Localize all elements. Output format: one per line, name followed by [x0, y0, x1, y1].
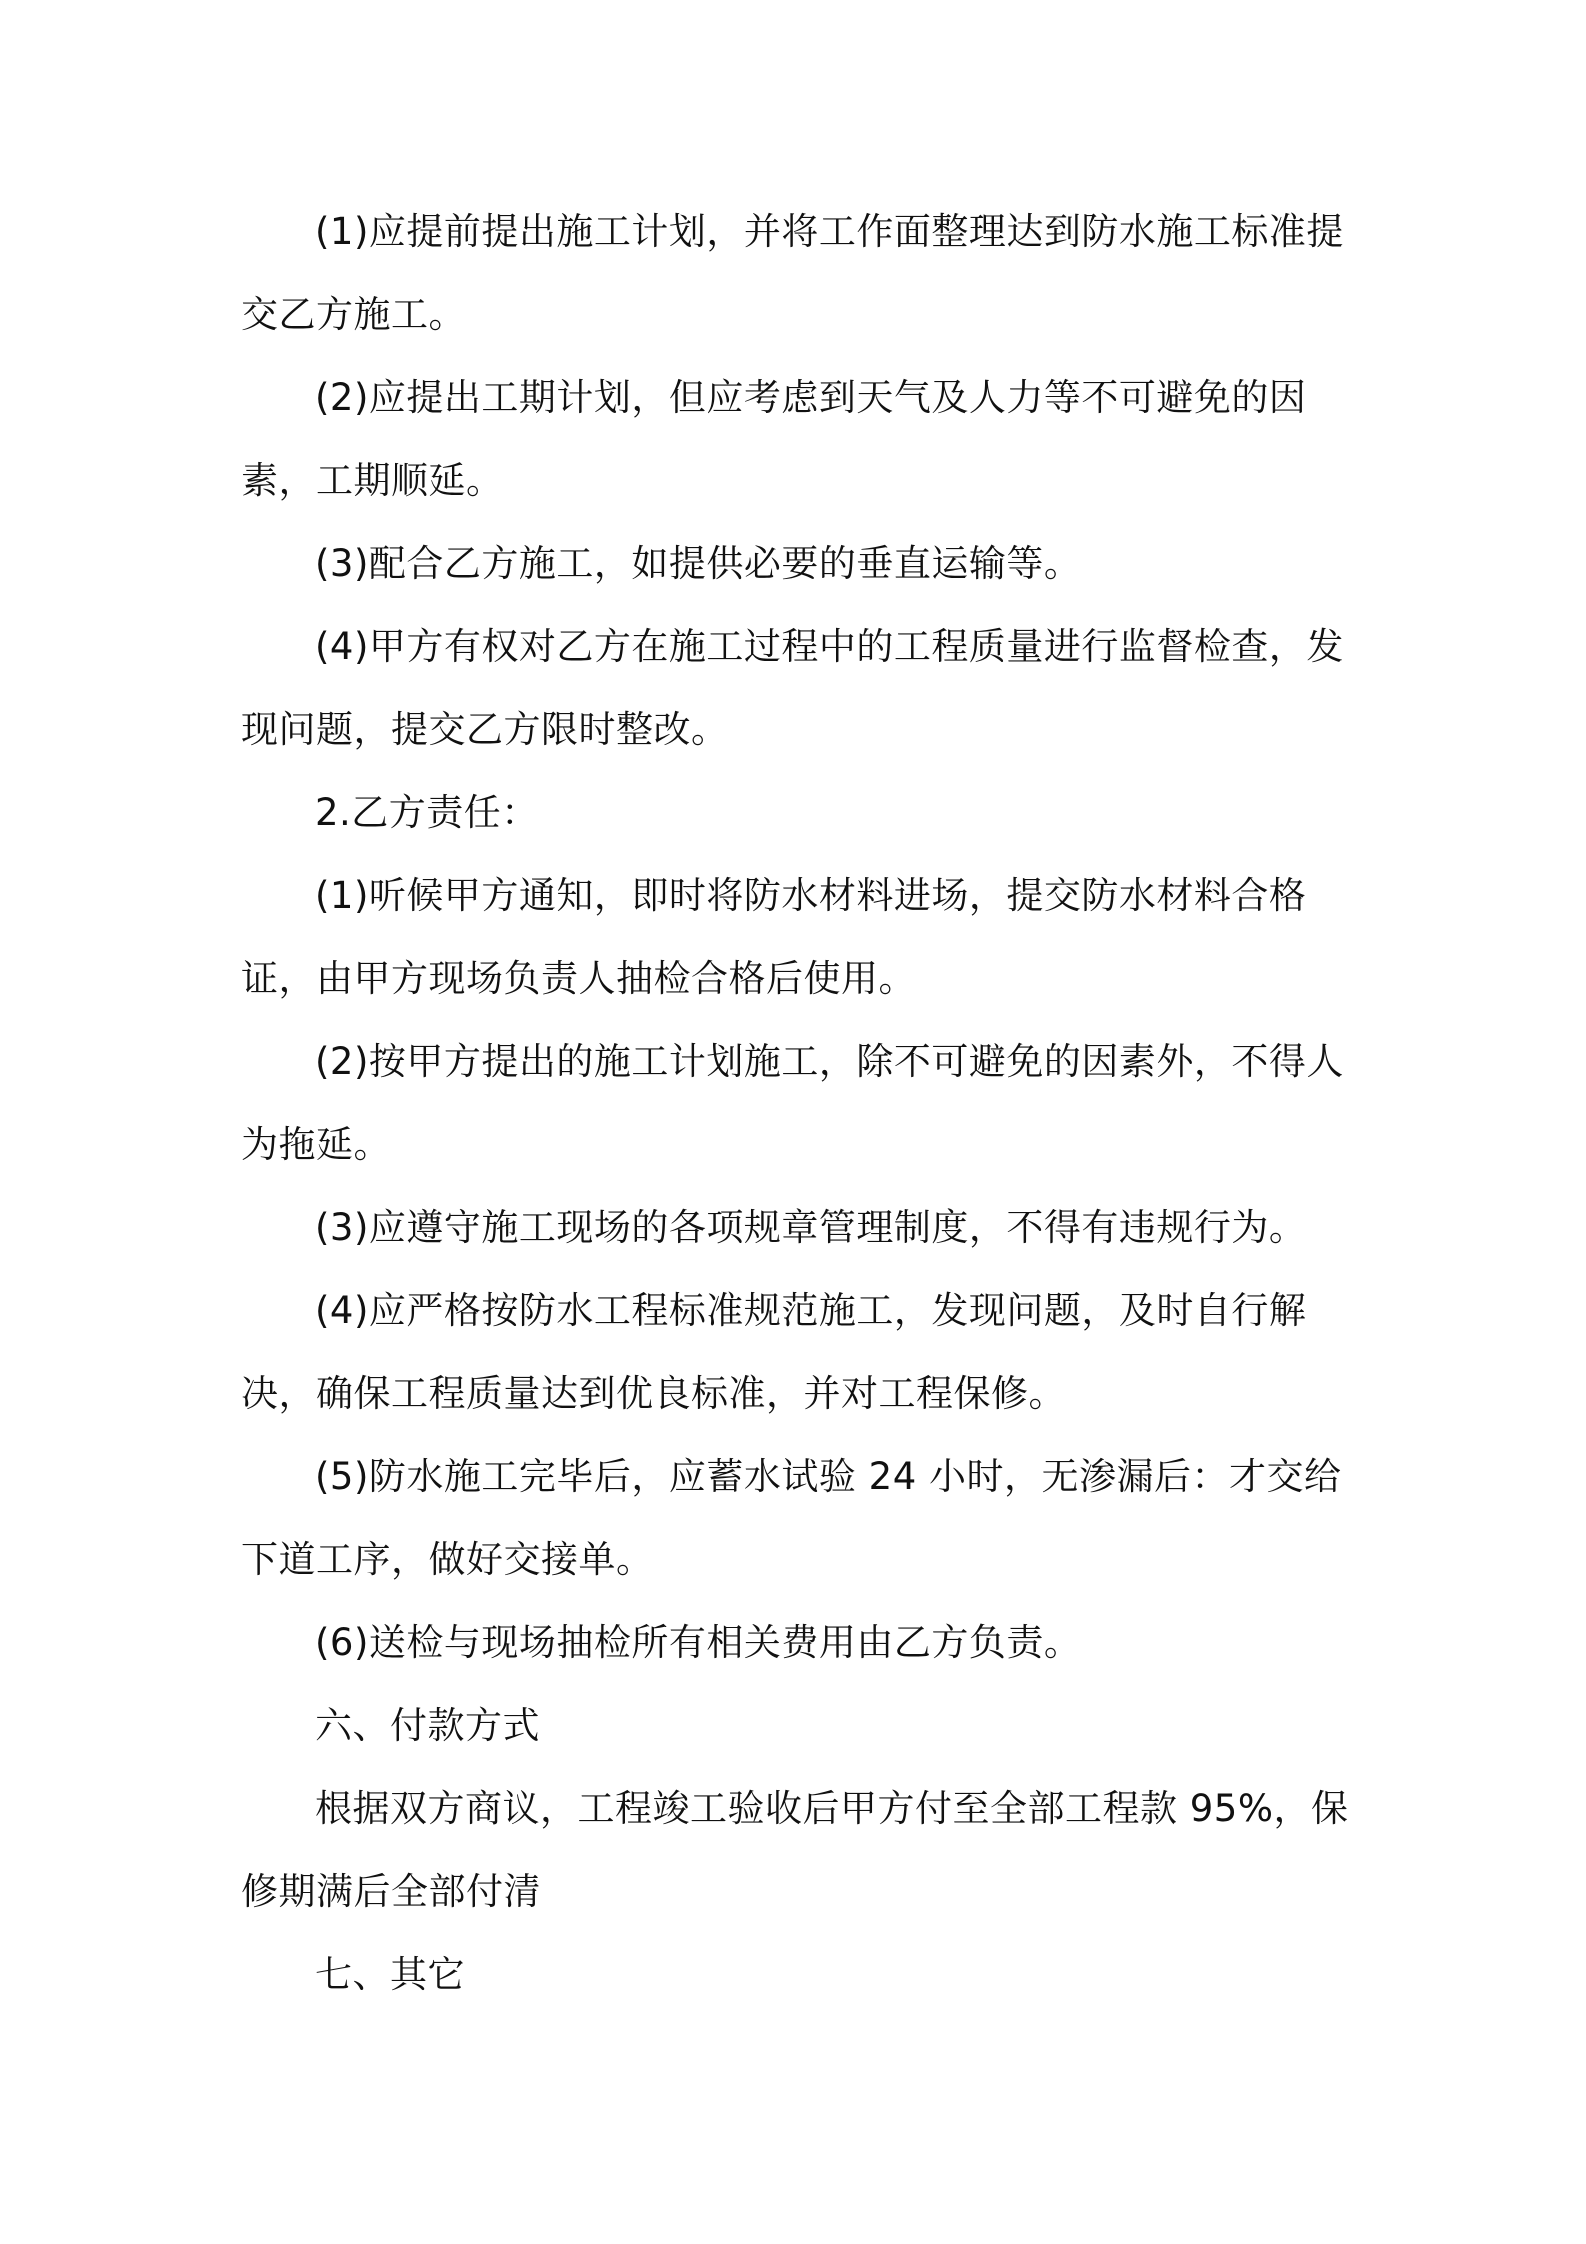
clause-party-b-4: (4)应严格按防水工程标准规范施工，发现问题，及时自行解决，确保工程质量达到优良标准，并对工程保修。 — [241, 1289, 1307, 1415]
clause-party-a-2: (2)应提出工期计划，但应考虑到天气及人力等不可避免的因素，工期顺延。 — [241, 376, 1307, 502]
section-heading-party-b: 2.乙方责任： — [315, 791, 539, 834]
clause-party-b-3: (3)应遵守施工现场的各项规章管理制度，不得有违规行为。 — [315, 1206, 1307, 1249]
clause-party-a-3: (3)配合乙方施工，如提供必要的垂直运输等。 — [315, 542, 1082, 585]
section-heading-other: 七、其它 — [315, 1953, 465, 1996]
clause-party-b-5: (5)防水施工完毕后，应蓄水试验 24 小时，无渗漏后：才交给下道工序，做好交接单。 — [241, 1455, 1342, 1581]
clause-party-b-2: (2)按甲方提出的施工计划施工，除不可避免的因素外，不得人为拖延。 — [241, 1040, 1344, 1166]
clause-party-a-4: (4)甲方有权对乙方在施工过程中的工程质量进行监督检查，发现问题，提交乙方限时整改。 — [241, 625, 1344, 751]
payment-terms: 根据双方商议，工程竣工验收后甲方付至全部工程款 95%，保修期满后全部付清 — [241, 1787, 1349, 1913]
clause-party-b-1: (1)听候甲方通知，即时将防水材料进场，提交防水材料合格证，由甲方现场负责人抽检合格后使用。 — [241, 874, 1307, 1000]
document-body — [241, 190, 1351, 2016]
clause-party-a-1: (1)应提前提出施工计划，并将工作面整理达到防水施工标准提交乙方施工。 — [241, 210, 1344, 336]
clause-party-b-6: (6)送检与现场抽检所有相关费用由乙方负责。 — [315, 1621, 1082, 1664]
section-heading-payment: 六、付款方式 — [315, 1704, 540, 1747]
